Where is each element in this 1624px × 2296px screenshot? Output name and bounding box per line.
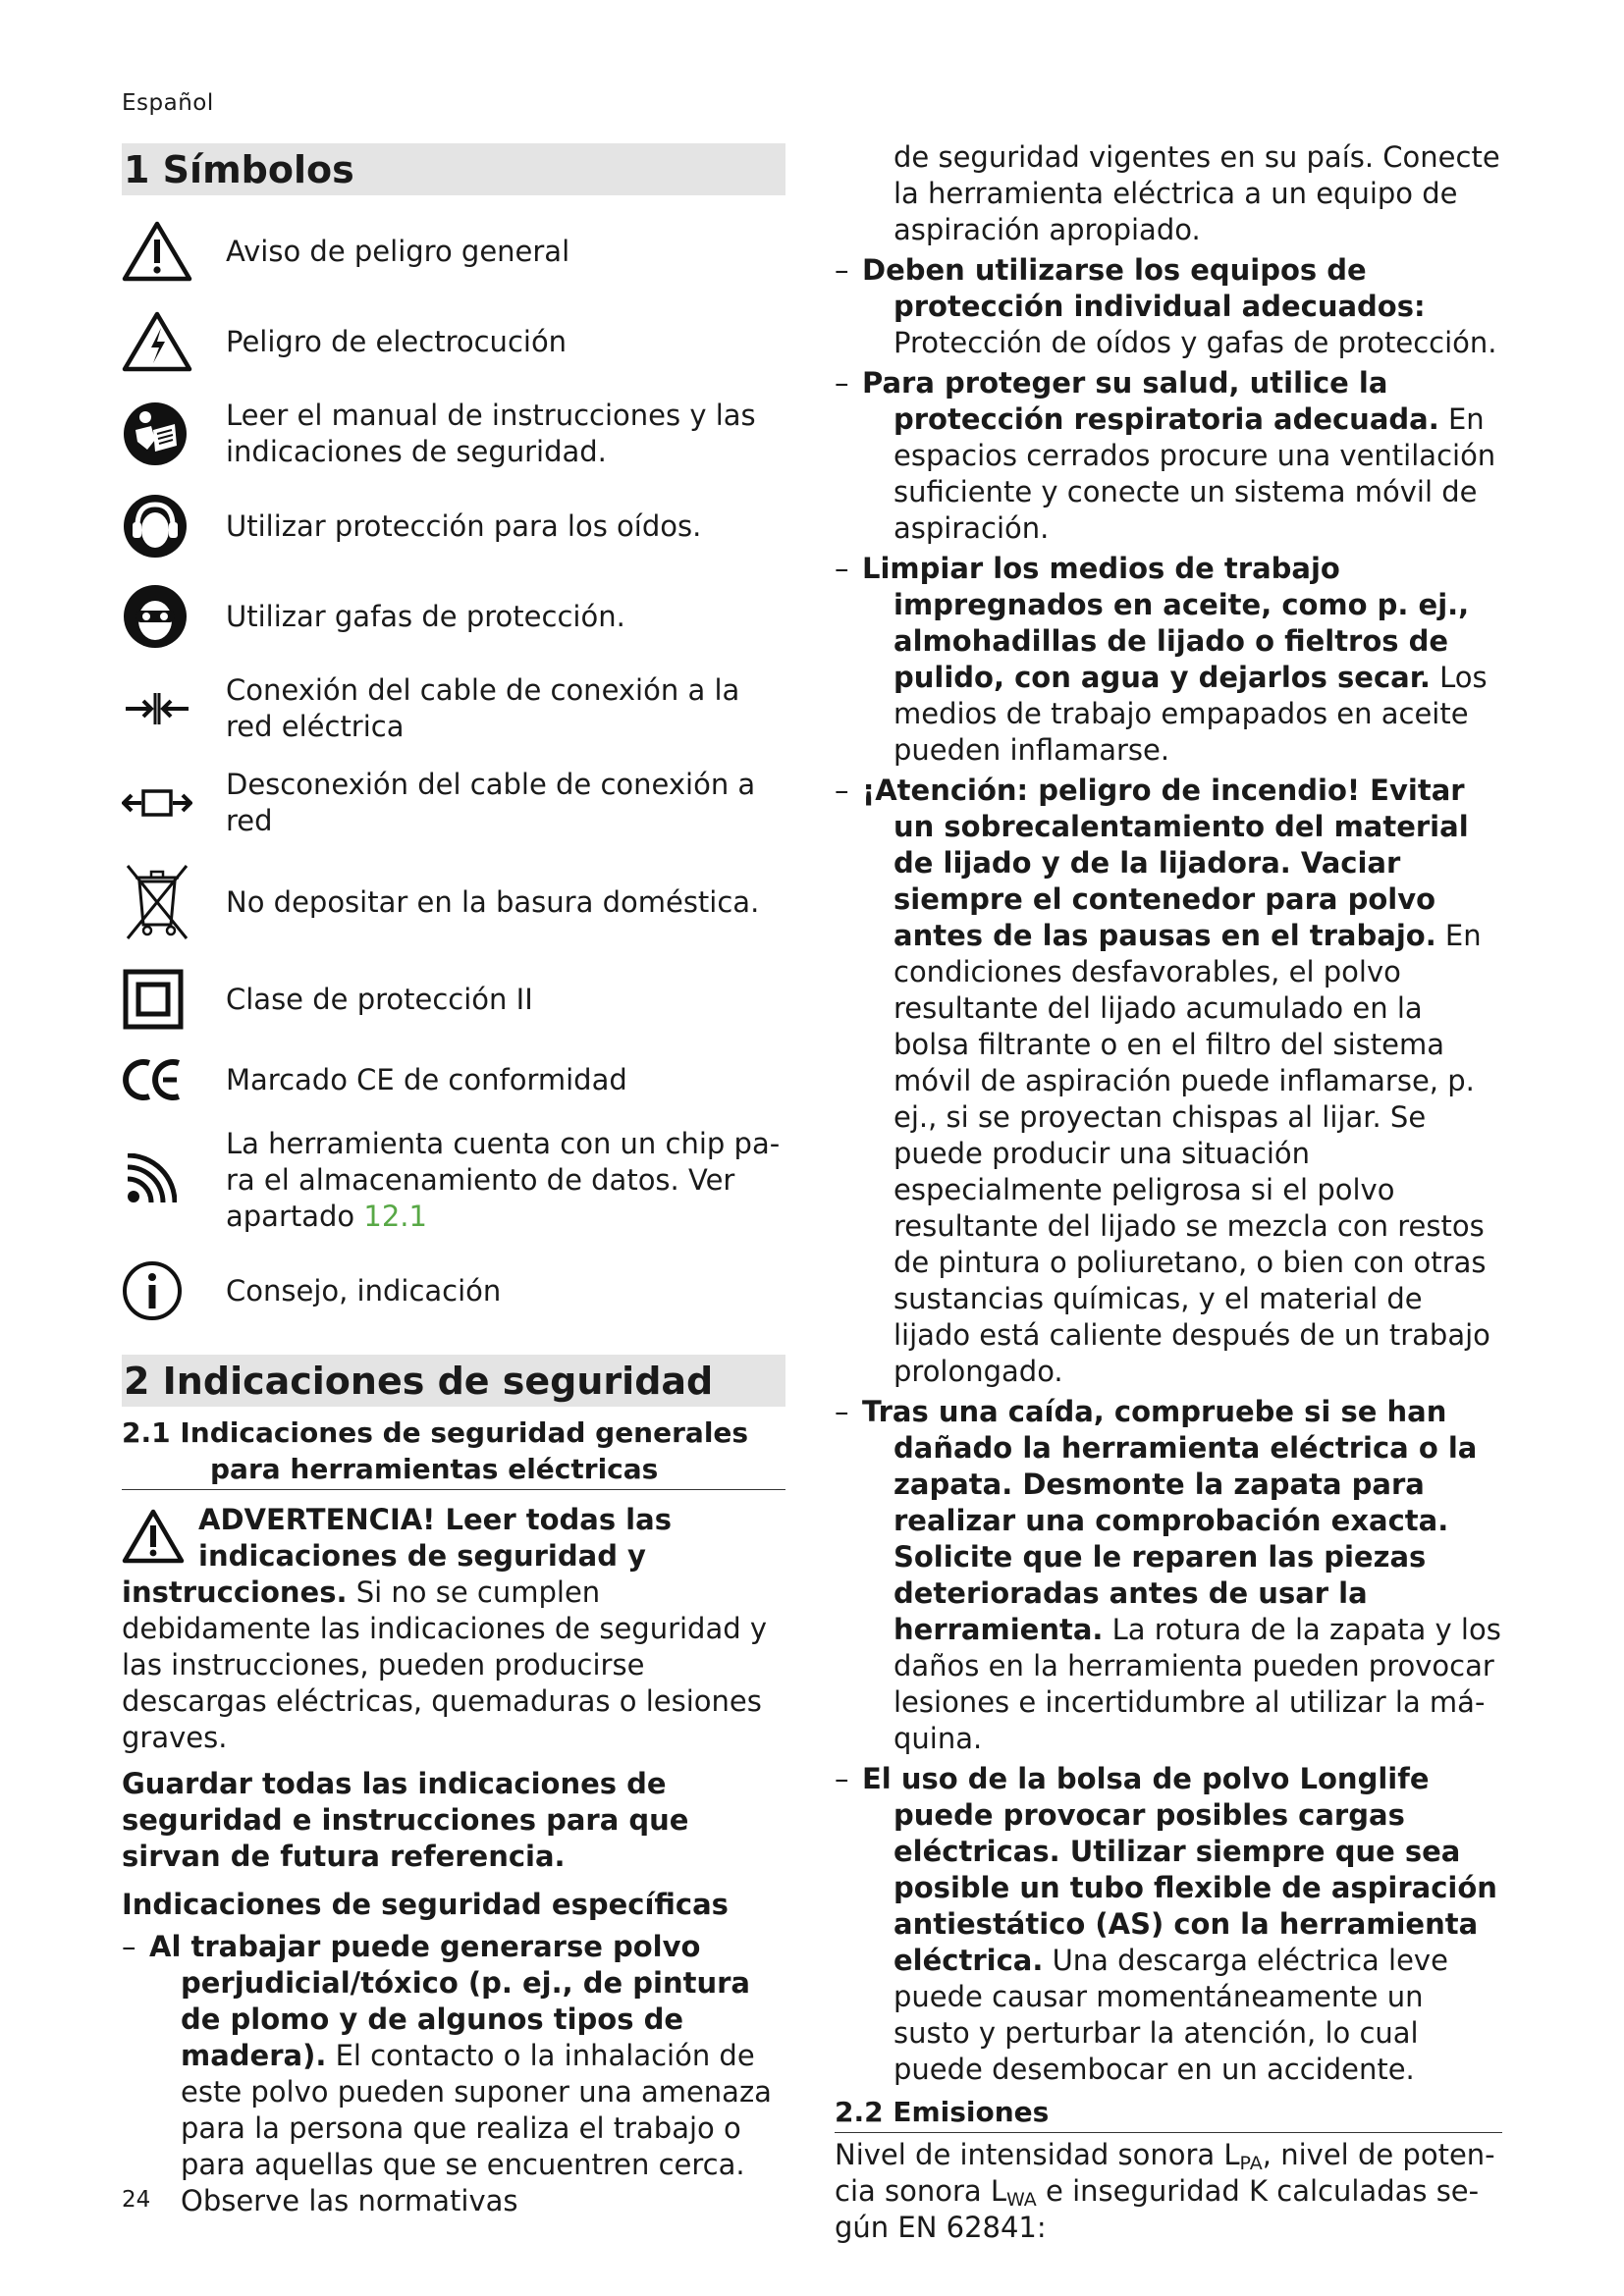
subsection-2-2-title: 2.2 Emisiones	[835, 2094, 1502, 2133]
electric-shock-icon	[122, 310, 192, 373]
read-manual-icon	[122, 400, 189, 467]
emissions-paragraph: Nivel de intensidad sonora $L_{PA}$, nivel de potencia sonora $L_{WA}$ e inseguridad K calculadas según EN 62841:	[835, 2138, 1495, 2244]
safety-bullet: – ¡Atención: peligro de incendio! Evitar un sobrecalentamiento del material de lijado y de la lijadora. Vaciar siempre el contenedor para polvo antes de las pausas en el trabajo. En condiciones desfavorables, el polvo resultante del lijado acumulado en la bolsa filtrante o en el filtro del sistema móvil de aspiración puede inflamarse, p. ej., si se proyectan chispas al lijar. Se puede producir una situación especialmente peligrosa si el polvo resultante del lijado se mezcla con restos de pintura o poliuretano, o bien con otras sustancias químicas, y el material de lijado está caliente después de un trabajo prolongado.	[835, 774, 1490, 1388]
section-2-title: 2 Indicaciones de seguridad	[122, 1355, 785, 1407]
specific-safety-heading: Indicaciones de seguridad específicas	[122, 1888, 729, 1921]
symbol-row	[122, 582, 785, 651]
symbol-label: Marcado CE de conformidad	[226, 1062, 627, 1096]
symbol-row	[122, 307, 785, 376]
symbol-row	[122, 672, 785, 745]
symbol-row	[122, 492, 785, 561]
safety-bullet: – Para proteger su salud, utilice la protección respiratoria adecuada. En espacios cerrados procure una ventilación suficiente y conecte un sistema móvil de aspiración.	[835, 366, 1496, 545]
page-number: 24	[122, 2187, 151, 2213]
symbol-row	[122, 1055, 785, 1104]
symbol-label: Consejo, indicación	[226, 1273, 502, 1308]
symbol-label: Clase de protección II	[226, 982, 533, 1016]
safety-bullet: – Tras una caída, compruebe si se han dañado la herramienta eléctrica o la zapata. Desmonte la zapata para realizar una comprobación exacta. Solicite que le reparen las piezas deterioradas antes de usar la herramienta. La rotura de la zapata y los daños en la herramienta pueden provocar lesiones e incertidumbre al utilizar la máquina.	[835, 1395, 1501, 1755]
section-1-title: 1 Símbolos	[122, 143, 785, 195]
symbol-label: Aviso de peligro general	[226, 234, 570, 268]
symbol-label: Leer el manual de instrucciones y las indicaciones de seguridad.	[226, 399, 756, 468]
symbol-row	[122, 965, 785, 1034]
left-column	[122, 143, 785, 2223]
ear-protection-icon	[122, 493, 189, 560]
symbol-label: Peligro de electrocución	[226, 324, 568, 358]
header-language: Español	[122, 90, 214, 116]
symbol-label: Utilizar protección para los oídos.	[226, 508, 702, 543]
symbol-label: Utilizar gafas de protección.	[226, 599, 625, 633]
symbol-row	[122, 767, 785, 839]
symbol-row	[122, 1256, 785, 1325]
protection-class-ii-icon	[122, 968, 185, 1031]
safety-bullet: – Al trabajar puede generarse polvo perjudicial/tóxico (p. ej., de pintura de plomo y de algunos tipos de madera). El contacto o la inhalación de este polvo pueden suponer una amenaza para la persona que realiza el trabajo o para aquellas que se encuentren cerca. Observe las normativas	[122, 1930, 772, 2217]
bullet-continuation: de seguridad vigentes en su país. Conecte la herramienta eléctrica a un equipo de aspiración apropiado.	[893, 140, 1500, 246]
symbol-row	[122, 1126, 785, 1235]
data-chip-icon	[122, 1153, 177, 1208]
subsection-2-1-title: 2.1 Indicaciones de seguridad generales para herramientas eléctricas	[122, 1415, 785, 1490]
symbol-label: No depositar en la basura doméstica.	[226, 884, 760, 919]
keep-instructions-note: Guardar todas las indicaciones de seguridad e instrucciones para que sirvan de futura referencia.	[122, 1767, 689, 1873]
symbol-row	[122, 217, 785, 286]
warning-triangle-icon	[122, 1508, 185, 1565]
ce-mark-icon	[122, 1057, 185, 1102]
info-icon	[122, 1260, 183, 1321]
eye-protection-icon	[122, 583, 189, 650]
warning-triangle-icon	[122, 220, 192, 283]
symbol-label: Conexión del cable de conexión a la red eléctrica	[226, 673, 740, 743]
safety-bullet: – Deben utilizarse los equipos de protección individual adecuados: Protección de oídos y gafas de protección.	[835, 253, 1497, 359]
section-link[interactable]: 12.1	[363, 1200, 427, 1233]
safety-bullet: – Limpiar los medios de trabajo impregnados en aceite, como p. ej., almohadillas de lijado o fieltros de pulido, con agua y dejarlos secar. Los medios de trabajo empapados en aceite pueden inflamarse.	[835, 552, 1488, 767]
symbol-label: La herramienta cuenta con un chip para el almacenamiento de datos. Ver apartado 12.1	[226, 1127, 781, 1233]
symbol-row	[122, 398, 785, 470]
no-household-waste-icon	[122, 862, 192, 942]
symbol-label: Desconexión del cable de conexión a red	[226, 768, 756, 837]
warning-paragraph: ADVERTENCIA! Leer todas las indicaciones de seguridad y instrucciones. Si no se cumplen debidamente las indicaciones de seguridad y las instrucciones, pueden producirse descargas eléctricas, quemaduras o lesiones graves.	[122, 1503, 768, 1754]
safety-bullet: – El uso de la bolsa de polvo Longlife puede provocar posibles cargas eléctricas. Utilizar siempre que sea posible un tubo flexible de aspiración antiestático (AS) con la herramienta eléctrica. Una descarga eléctrica leve puede causar momentáneamente un susto y perturbar la atención, lo cual puede desembocar en un accidente.	[835, 1762, 1497, 2086]
plug-connect-icon	[122, 687, 192, 730]
symbol-row	[122, 861, 785, 943]
right-column	[835, 139, 1502, 2246]
plug-disconnect-icon	[122, 781, 192, 825]
